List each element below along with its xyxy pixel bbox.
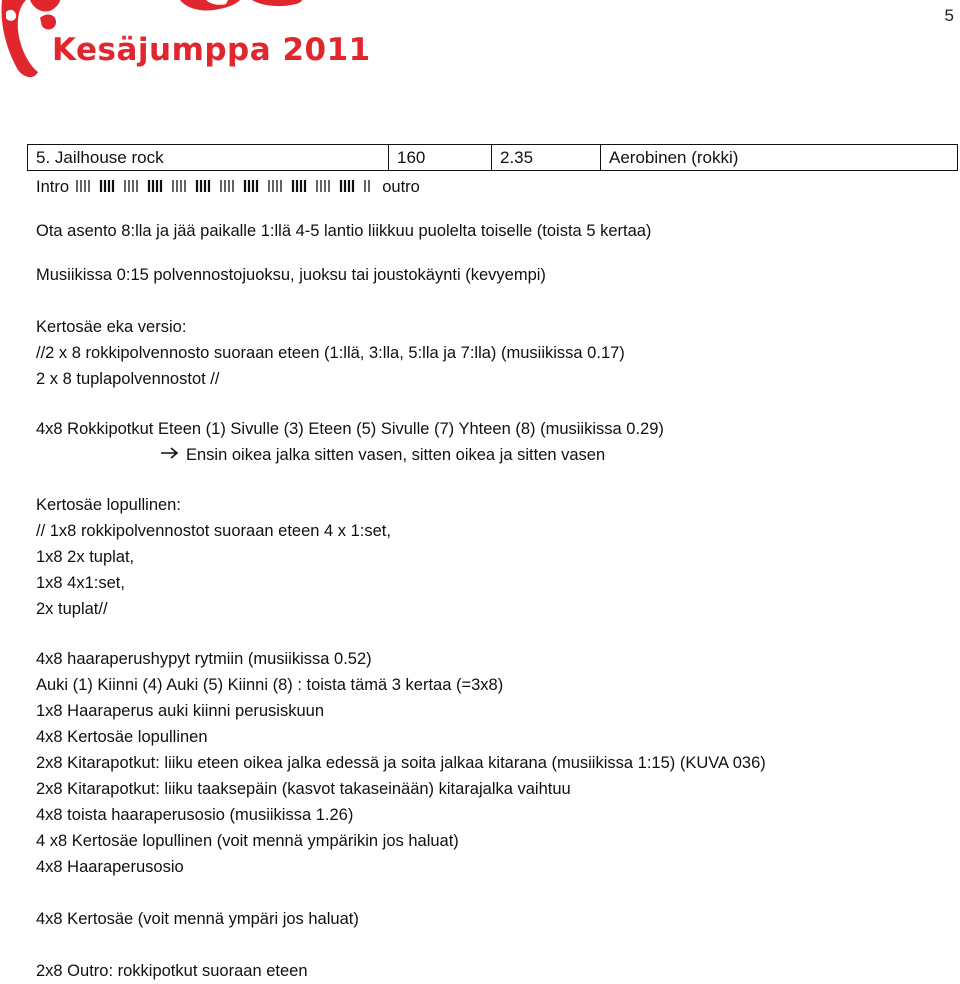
tally-group [266,179,290,193]
text-line: Auki (1) Kiinni (4) Auki (5) Kiinni (8) : toista tämä 3 kertaa (=3x8) [36,676,504,694]
text-line: 4 x8 Kertosäe lopullinen (voit mennä ympärikin jos haluat) [36,832,459,850]
intro-line [36,174,956,200]
tally-group [74,179,98,193]
intro-label: Intro [36,178,70,196]
tally-group [338,179,362,193]
text-line: Ota asento 8:lla ja jää paikalle 1:llä 4-5 lantio liikkuu puolelta toiselle (toista 5 kertaa) [36,222,652,240]
header-logo [0,0,380,90]
text-line: 1x8 2x tuplat, [36,548,135,566]
choreography-notes [36,174,956,984]
song-style-cell: Aerobinen (rokki) [601,145,958,171]
tally-group [362,179,378,193]
tally-group [290,179,314,193]
tally-group [242,179,266,193]
text-line: 4x8 Rokkipotkut Eteen (1) Sivulle (3) Eteen (5) Sivulle (7) Yhteen (8) (musiikissa 0.29) [36,420,664,438]
page-number: 5 [944,6,954,25]
text-line: 2 x 8 tuplapolvennostot // [36,370,220,388]
text-line: Musiikissa 0:15 polvennostojuoksu, juoksu tai joustokäynti (kevyempi) [36,266,546,284]
section-heading: Kertosäe lopullinen: [36,496,181,514]
tally-group [98,179,122,193]
tally-group [194,179,218,193]
tally-group [314,179,338,193]
text-line: // 1x8 rokkipolvennostot suoraan eteen 4 x 1:set, [36,522,391,540]
text-line: 1x8 4x1:set, [36,574,125,592]
tally-marks [74,178,378,196]
arrow-line [36,442,956,468]
logo-text: Kesäjumppa 2011 [52,32,371,68]
text-line: 4x8 Kertosäe (voit mennä ympäri jos haluat) [36,910,359,928]
tally-group [170,179,194,193]
arrow-line-text: Ensin oikea jalka sitten vasen, sitten oikea ja sitten vasen [186,446,606,464]
text-line: 2x8 Kitarapotkut: liiku taaksepäin (kasvot takaseinään) kitarajalka vaihtuu [36,780,571,798]
text-line: 2x8 Outro: rokkipotkut suoraan eteen [36,962,308,980]
song-title-cell: 5. Jailhouse rock [28,145,389,171]
section-heading: Kertosäe eka versio: [36,318,187,336]
tally-group [146,179,170,193]
tally-group [218,179,242,193]
text-line: 4x8 Haaraperusosio [36,858,184,876]
text-line: //2 x 8 rokkipolvennosto suoraan eteen (1:llä, 3:lla, 5:lla ja 7:lla) (musiikissa 0.17) [36,344,625,362]
text-line: 4x8 toista haaraperusosio (musiikissa 1.26) [36,806,354,824]
intro-suffix: outro [382,178,420,196]
song-duration-cell: 2.35 [492,145,601,171]
right-arrow-icon [160,442,180,468]
text-line: 1x8 Haaraperus auki kiinni perusiskuun [36,702,324,720]
text-line: 4x8 Kertosäe lopullinen [36,728,208,746]
text-line: 4x8 haaraperushypyt rytmiin (musiikissa 0.52) [36,650,372,668]
text-line: 2x tuplat// [36,600,108,618]
song-info-table [27,144,958,171]
tally-group [122,179,146,193]
song-bpm-cell: 160 [389,145,492,171]
text-line: 2x8 Kitarapotkut: liiku eteen oikea jalka edessä ja soita jalkaa kitarana (musiikissa 1:15) (KUVA 036) [36,754,766,772]
table-row [28,145,958,171]
